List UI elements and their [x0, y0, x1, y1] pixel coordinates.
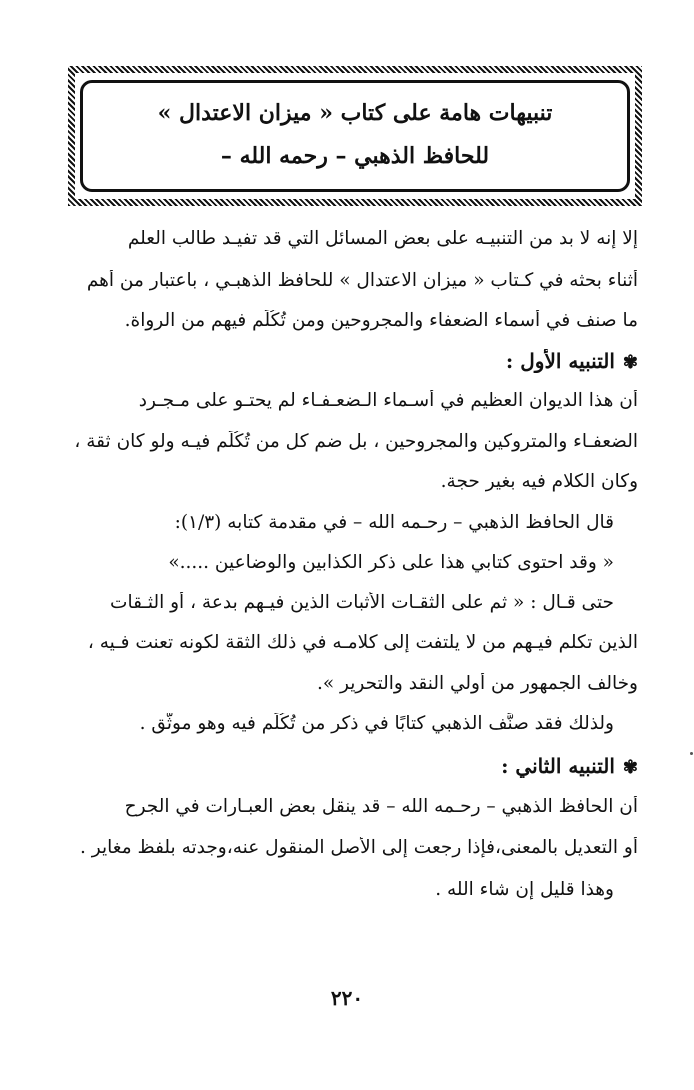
body-line: وخالف الجمهور من أولي النقد والتحرير ». — [316, 673, 638, 694]
chapter-title-line-1: تنبيهات هامة على كتاب « ميزان الاعتدال » — [157, 100, 553, 126]
body-line: وكان الكلام فيه بغير حجة. — [440, 471, 638, 492]
body-line: حتى قـال : « ثم على الثقـات الأثبات الذين فيـهم بدعة ، أو الثـقات — [110, 592, 614, 613]
section-heading-second — [42, 754, 638, 778]
body-line: الذين تكلم فيـهم من لا يلتفت إلى كلامـه في ذلك الثقة لكونه تعنت فـيه ، — [87, 632, 638, 653]
body-line: وهذا قليل إن شاء الله . — [435, 879, 614, 900]
intro-line: أثناء بحثه في كـتاب « ميزان الاعتدال » للحافظ الذهبـي ، باعتبار من أهم — [86, 270, 638, 291]
body-line: الضعفـاء والمتروكين والمجروحين ، بل ضم كل من تُكُلِّم فيـه ولو كان ثقة ، — [74, 431, 638, 452]
flower-icon: ✾ — [622, 757, 638, 778]
body-line: أن هذا الديوان العظيم في أسـماء الـضعـفـاء لم يحتـو على مـجـرد — [138, 390, 638, 411]
chapter-title-line-2: للحافظ الذهبي – رحمه الله – — [220, 143, 490, 169]
page-number: ٢٢٠ — [330, 986, 364, 1010]
quote-line: « وقد احتوى كتابي هذا على ذكر الكذابين والوضاعين .....» — [168, 552, 614, 573]
body-line: أو التعديل بالمعنى،فإذا رجعت إلى الأصل المنقول عنه،وجدته بلفظ مغاير . — [80, 837, 638, 858]
body-line: قال الحافظ الذهبي – رحـمه الله – في مقدمة كتابه (١/٣): — [174, 512, 614, 533]
section-heading-first-label: التنبيه الأول : — [505, 349, 615, 373]
title-frame-inner-border — [80, 80, 630, 192]
intro-line: إلا إنه لا بد من التنبيـه على بعض المسائل التي قد تفيـد طالب العلم — [127, 228, 638, 249]
body-line: أن الحافظ الذهبي – رحـمه الله – قد ينقل بعض العبـارات في الجرح — [124, 796, 638, 817]
margin-speck — [690, 752, 693, 755]
body-line: ولذلك فقد صنَّف الذهبي كتابًا في ذكر من تُكُلِّم فيه وهو موثَّق . — [139, 713, 614, 734]
section-heading-first — [42, 349, 638, 373]
flower-icon: ✾ — [622, 352, 638, 373]
intro-line: ما صنف في أسماء الضعفاء والمجروحين ومن تُكُلِّم فيهم من الرواة. — [124, 310, 638, 331]
section-heading-second-label: التنبيه الثاني : — [501, 754, 615, 778]
